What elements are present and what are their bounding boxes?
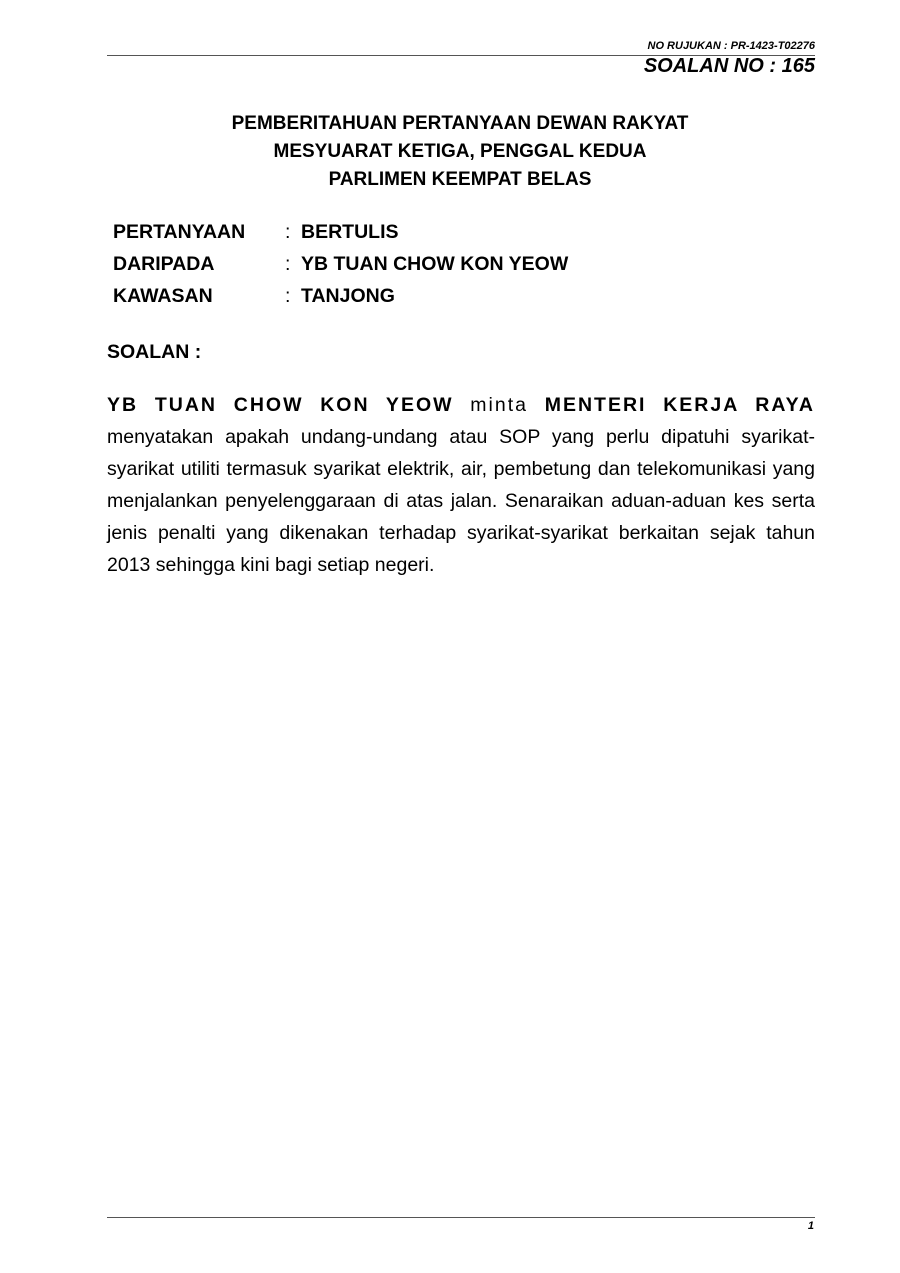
title-line: PARLIMEN KEEMPAT BELAS <box>328 169 592 190</box>
document-title <box>0 110 900 194</box>
meta-row <box>113 221 568 253</box>
question-number: SOALAN NO : 165 <box>643 55 815 77</box>
meta-row <box>113 285 568 317</box>
footer-divider <box>107 1217 815 1218</box>
meta-label: PERTANYAAN <box>113 221 246 243</box>
reference-number: NO RUJUKAN : PR-1423-T02276 <box>647 40 815 52</box>
question-heading: SOALAN : <box>107 341 202 363</box>
meta-value: BERTULIS <box>301 221 399 243</box>
question-body <box>107 389 815 581</box>
meta-value: YB TUAN CHOW KON YEOW <box>301 253 569 275</box>
verb: minta <box>453 394 545 416</box>
meta-row <box>113 253 568 285</box>
page-number: 1 <box>807 1220 814 1232</box>
meta-label: KAWASAN <box>113 285 213 307</box>
meta-label: DARIPADA <box>113 253 215 275</box>
question-text: menyatakan apakah undang-undang atau SOP yang perlu dipatuhi syarikat-syarikat utiliti termasuk syarikat elektrik, air, pembetung dan telekomunikasi yang menjalankan penyelenggaraan di atas jalan. Senaraikan aduan-aduan kes serta jenis penalti yang dikenakan terhadap syarikat-syarikat berkaitan sejak tahun 2013 sehingga kini bagi setiap negeri. <box>107 426 815 576</box>
meta-value: TANJONG <box>301 285 395 307</box>
meta-colon: : <box>285 253 291 275</box>
minister-name: MENTERI KERJA RAYA <box>544 394 815 416</box>
meta-colon: : <box>285 221 291 243</box>
title-line: MESYUARAT KETIGA, PENGGAL KEDUA <box>273 141 647 162</box>
asker-name: YB TUAN CHOW KON YEOW <box>107 394 454 416</box>
meta-colon: : <box>285 285 291 307</box>
title-line: PEMBERITAHUAN PERTANYAAN DEWAN RAKYAT <box>231 113 689 134</box>
question-meta <box>113 221 568 317</box>
